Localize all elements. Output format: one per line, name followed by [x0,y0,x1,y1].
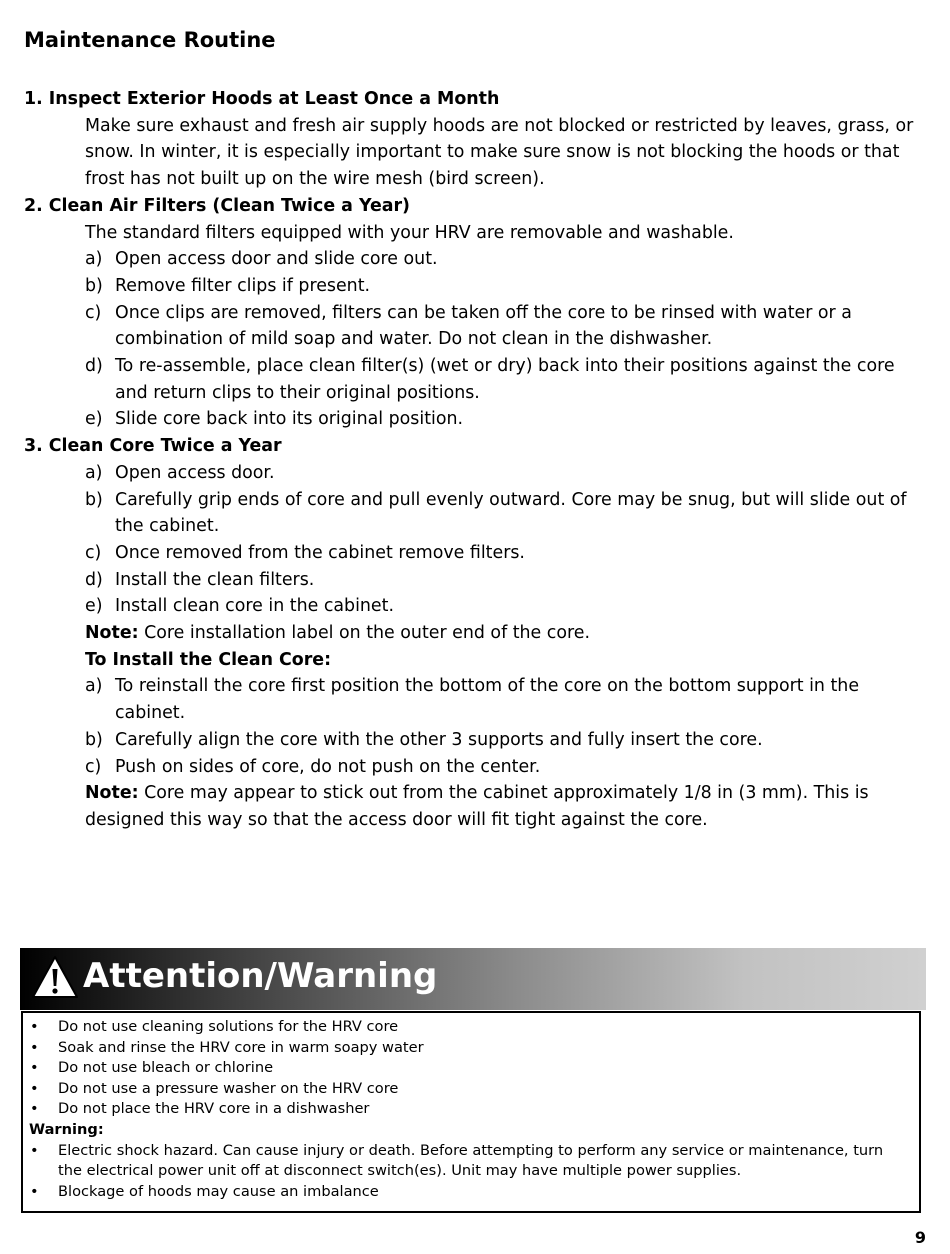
list-item-text: Once clips are removed, filters can be taken off the core to be rinsed with water or a combination of mild soap and water. Do not clean in the dishwasher. [115,302,852,350]
list-item [85,406,924,433]
list-marker: a) [85,462,103,483]
list-item [23,1079,899,1100]
bullet-icon: • [30,1059,39,1077]
list-item [85,540,924,567]
list-item-text: Open access door. [115,462,275,483]
list-item-text: Carefully align the core with the other 3 supports and fully insert the core. [115,729,763,750]
list-item-text: Soak and rinse the HRV core in warm soapy water [58,1038,424,1056]
list-item [23,1038,899,1059]
list-item-text: Remove filter clips if present. [115,275,371,296]
section-2-text: The standard filters equipped with your HRV are removable and washable. [85,222,734,243]
list-marker: d) [85,569,103,590]
bullet-icon: • [30,1079,39,1097]
list-item [23,1058,899,1079]
list-item-text: Install the clean filters. [115,569,315,590]
warning-box [21,1011,921,1213]
list-item-text: Electric shock hazard. Can cause injury or death. Before attempting to perform any service or maintenance, turn the electrical power unit off at disconnect switch(es). Unit may have multiple power supplies. [58,1141,884,1180]
list-item-text: Do not place the HRV core in a dishwasher [58,1100,370,1118]
list-item [85,754,924,781]
list-marker: b) [85,275,103,296]
bullet-icon: • [30,1141,39,1159]
bullet-icon: • [30,1100,39,1118]
list-item-text: To re-assemble, place clean filter(s) (wet or dry) back into their positions against the core and return clips to their original positions. [115,356,895,403]
bullet-icon: • [30,1018,39,1035]
list-item [85,593,924,620]
page-title: Maintenance Routine [24,28,276,52]
list-item [85,353,924,406]
list-item-text: Slide core back into its original position. [115,409,464,430]
list-marker: a) [85,676,103,697]
list-marker: e) [85,596,103,617]
section-1-heading: 1. Inspect Exterior Hoods at Least Once a Month [24,89,500,109]
section-2-heading: 2. Clean Air Filters (Clean Twice a Year) [24,195,411,216]
list-item [85,567,924,594]
note-core-stick-out [85,780,924,833]
bullet-icon: • [30,1038,39,1056]
section-1-text: Make sure exhaust and fresh air supply hoods are not blocked or restricted by leaves, grass, or snow. In winter, it is especially important to make sure snow is not blocking the hoods or that frost has not built up on the wire mesh (bird screen). [85,115,914,190]
list-item [23,1182,899,1203]
list-marker: b) [85,729,103,750]
warning-triangle-icon [31,955,79,999]
page-number: 9 [914,1228,926,1247]
list-item-text: Open access door and slide core out. [115,249,438,270]
maintenance-content [24,86,924,834]
list-item [85,460,924,487]
list-item [85,273,924,300]
note-text: Core installation label on the outer end of the core. [138,623,590,644]
list-marker: e) [85,409,103,430]
bullet-icon: • [30,1182,39,1200]
list-marker: b) [85,489,103,510]
list-item [85,246,924,273]
list-item-text: Install clean core in the cabinet. [115,596,394,617]
warning-label: Warning: [29,1120,104,1138]
list-marker: c) [85,756,102,777]
warning-banner [20,948,926,1010]
list-marker: c) [85,302,102,323]
warning-banner-title: Attention/Warning [83,956,438,996]
install-subheading: To Install the Clean Core: [85,649,332,670]
list-item-text: Once removed from the cabinet remove filters. [115,542,525,563]
note-label: Note: [85,623,139,644]
list-item-text: Carefully grip ends of core and pull evenly outward. Core may be snug, but will slide out of the cabinet. [115,489,907,537]
list-marker: a) [85,249,103,270]
note-text: Core may appear to stick out from the cabinet approximately 1/8 in (3 mm). This is designed this way so that the access door will fit tight against the core. [85,783,869,830]
list-item-text: Push on sides of core, do not push on the center. [115,756,541,777]
list-item [85,727,924,754]
list-item-text: Do not use a pressure washer on the HRV core [58,1079,399,1097]
list-item-text: Blockage of hoods may cause an imbalance [58,1182,379,1200]
list-item [23,1099,899,1120]
note-core-label [85,620,924,647]
list-item [23,1017,899,1038]
list-item-text: To reinstall the core first position the bottom of the core on the bottom support in the cabinet. [115,676,860,724]
list-marker: c) [85,542,102,563]
list-item-text: Do not use cleaning solutions for the HRV core [58,1018,399,1035]
list-marker: d) [85,356,103,377]
section-3-heading: 3. Clean Core Twice a Year [24,436,282,457]
list-item [85,673,924,726]
list-item [23,1141,899,1182]
note-label: Note: [85,783,139,804]
list-item [85,300,924,353]
list-item-text: Do not use bleach or chlorine [58,1059,274,1077]
list-item [85,487,924,540]
